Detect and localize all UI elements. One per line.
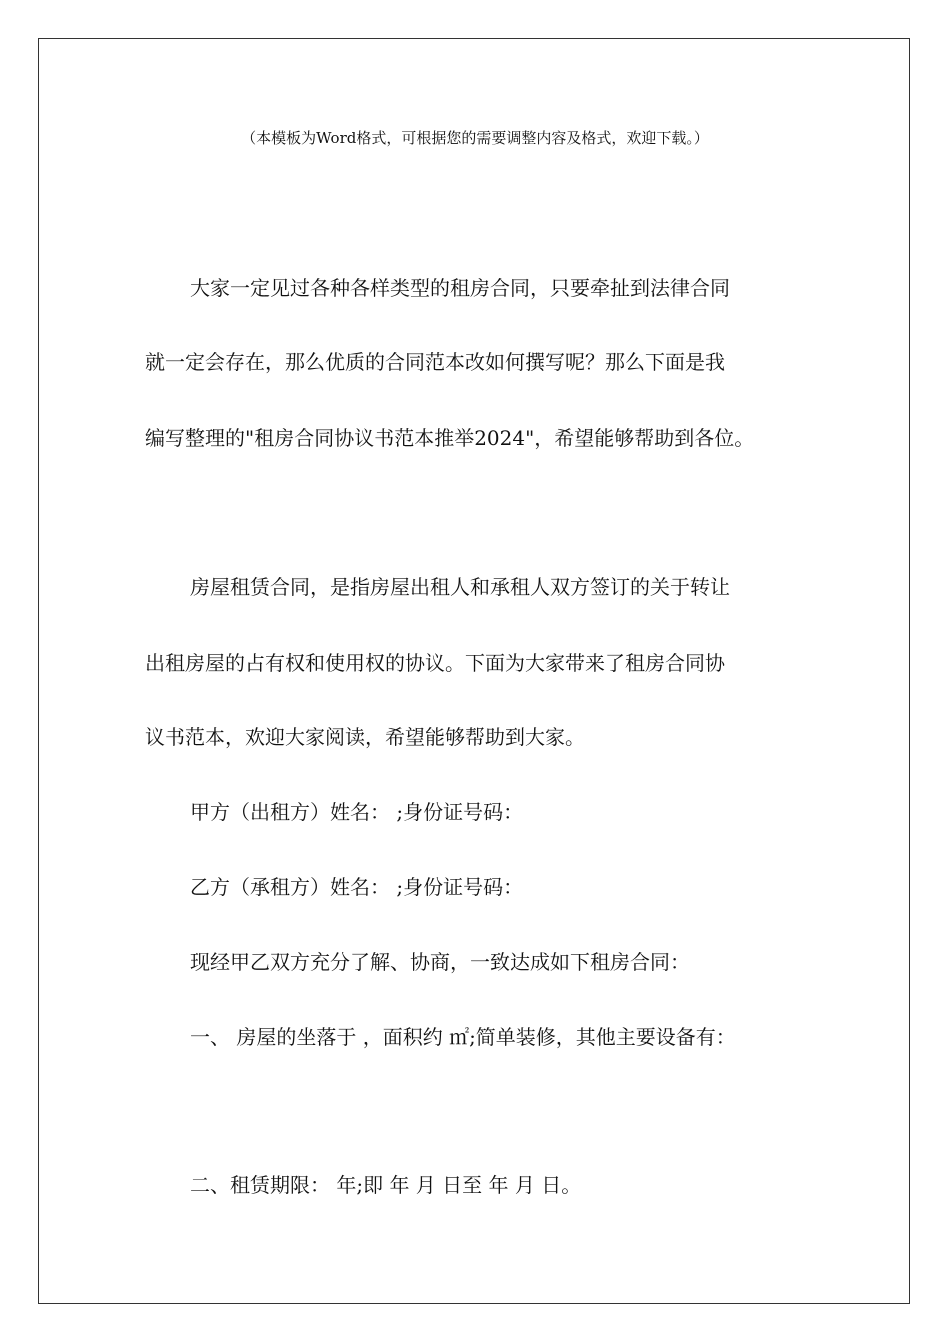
agreement-line: 现经甲乙双方充分了解、协商，一致达成如下租房合同： — [190, 950, 690, 974]
definition-line-1: 房屋租赁合同，是指房屋出租人和承租人双方签订的关于转让 — [190, 575, 730, 599]
intro-line-3: 编写整理的"租房合同协议书范本推举2024"，希望能够帮助到各位。 — [145, 426, 755, 450]
intro-line-1: 大家一定见过各种各样类型的租房合同，只要牵扯到法律合同 — [190, 276, 730, 300]
clause-2-line: 二、租赁期限： 年;即 年 月 日至 年 月 日。 — [190, 1173, 582, 1197]
party-b-line: 乙方（承租方）姓名： ;身份证号码： — [190, 875, 524, 899]
definition-line-2: 出租房屋的占有权和使用权的协议。下面为大家带来了租房合同协 — [145, 651, 725, 675]
template-note: （本模板为Word格式，可根据您的需要调整内容及格式，欢迎下载。） — [241, 129, 709, 147]
definition-line-3: 议书范本，欢迎大家阅读，希望能够帮助到大家。 — [145, 725, 585, 749]
party-a-line: 甲方（出租方）姓名： ;身份证号码： — [190, 800, 524, 824]
intro-line-2: 就一定会存在，那么优质的合同范本改如何撰写呢？那么下面是我 — [145, 350, 725, 374]
clause-1-line: 一、 房屋的坐落于 ，面积约 ㎡;简单装修，其他主要设备有： — [190, 1025, 736, 1049]
